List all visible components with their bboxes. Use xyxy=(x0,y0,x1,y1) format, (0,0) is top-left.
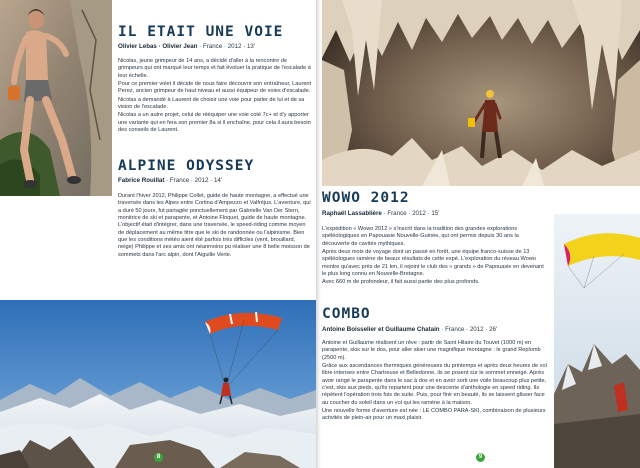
paragraph: L'expédition « Wowo 2012 » s'inscrit dans la tradition des grandes explorations spéléologiques en Papouasie Nouvelle-Guinée, qui ont permis depuis 30 ans la découverte de cavités mythiques. xyxy=(322,226,519,247)
article-title-alpine-odyssey: ALPINE ODYSSEY xyxy=(118,158,255,174)
article-title-il-etait-une-voie: IL ETAIT UNE VOIE xyxy=(118,24,284,40)
paragraph: Avec 660 m de profondeur, il fait aussi partie des plus profonds. xyxy=(322,279,480,286)
article-title-combo: COMBO xyxy=(322,306,371,322)
left-page xyxy=(0,0,318,468)
article-authors: Antoine Boisselier et Guillaume Chatain xyxy=(322,326,440,333)
article-body xyxy=(322,226,548,288)
paragraph: Durant l'hiver 2012, Philippe Collet, guide de haute montagne, a effectué une traversée dans les Alpes entre Cortina d'Ampezzo et Valfréjus. L'aventure, qui a duré 50 jours, fut partagée ponctuellement par Gabrielle Van Der Stern, monitrice de ski et parapente, et Antoine Floquet, guide de haute montagne. L'objectif était d'intégrer, dans une traversée, le speed-riding comme moyen de déplacement au même titre que le ski de randonnée ou l'alpinisme. Bien que les conditions météo aient été parfois très difficiles (vent, brouillard, neige) Philippe et ses amis ont néanmoins pu réaliser une 8 belle moisson de sommets dans l'arc alpin, dont l'Aiguille Verte. xyxy=(118,193,311,258)
paraglider-mountain-photo xyxy=(0,300,316,468)
article-body xyxy=(118,58,312,135)
paragraph: Nicolas a demandé à Laurent de choisir une voie pour parler de lui et de sa vision de l'escalade. xyxy=(118,96,305,111)
paragraph: Grâce aux ascendances thermiques généreuses du printemps et après deux heures de vol libre intenses entre Chartreuse et Belledonne, ils se posent sur le sommet enneigé. Après avoir rangé le parapente dans le sac à dos et en avoir sorti une voile beaucoup plus petite, c'est, skis aux pieds, qu'ils repartent pour une descente d'anthologie en speed riding. Ils répètent l'opération trois fois de suite. Puis, pour finir en beauté, ils se laissent glisser face au coucher du soleil dans un vol qui les ramène à la maison. xyxy=(322,363,547,406)
article-credit xyxy=(322,210,439,217)
paragraph: Antoine et Guillaume réalisent un rêve : partir de Saint Hilaire du Touvet (1000 m) en parapente, skis sur le dos, pour aller skier une magnifique montagne : le grand Replomb (2500 m). xyxy=(322,340,541,361)
article-body xyxy=(118,193,312,260)
article-title-wowo-2012: WOWO 2012 xyxy=(322,190,410,206)
paragraph: Nicolas a un autre projet, celui de rééquiper une voie coté 7c+ et d'y apporter une variante qui en fera son premier 8a si il enchaîne, pour cela il aura besoin des conseils de Laurent. xyxy=(118,112,311,134)
article-credit xyxy=(322,326,497,333)
article-meta: · France · 2012 · 15' xyxy=(381,210,440,217)
article-meta: · France · 2012 · 26' xyxy=(439,326,498,333)
cave-photo xyxy=(322,0,640,186)
page-number: 9 xyxy=(476,453,485,462)
paragraph: Une nouvelle forme d'aventure est née : LE COMBO PARA-SKI, combinaison de plusieurs activités de plein-air pour un maxi plaisir. xyxy=(322,408,546,422)
yellow-paraglider-photo xyxy=(554,214,640,468)
article-credit xyxy=(118,43,255,50)
article-meta: · France · 2012 · 13' xyxy=(197,43,256,50)
article-credit xyxy=(118,177,222,184)
article-meta: · France · 2012 · 14' xyxy=(164,177,223,184)
article-body xyxy=(322,340,548,424)
right-page xyxy=(322,0,640,468)
paragraph: Nicolas, jeune grimpeur de 14 ans, a décidé d'aller à la rencontre de grimpeurs qui ont marqué leur temps et fait évoluer la pratique de l'escalade à leur échelle. xyxy=(118,58,311,79)
paragraph: Après deux mois de voyage dont un passé en forêt, une équipe franco-suisse de 13 spéléologues ramène de beaux résultats de cette expé. L'exploration du réseau Wowo montre qu'avec près de 21 km, il rejoint le club des « grands » de Papouasie en devenant le plus long connu en Nouvelle-Bretagne. xyxy=(322,249,544,278)
climber-photo xyxy=(0,0,112,196)
page-number: 8 xyxy=(154,453,163,462)
paragraph: Pour ce premier volet il décide de nous faire découvrir son entraîneur, Laurent Perez, ancien grimpeur de haut niveau et aussi équipeur de voies d'escalade. xyxy=(118,81,312,95)
article-authors: Olivier Lebas · Olivier Jean xyxy=(118,43,198,50)
article-authors: Fabrice Rouillat xyxy=(118,177,165,184)
article-authors: Raphaël Lassablière xyxy=(322,210,382,217)
